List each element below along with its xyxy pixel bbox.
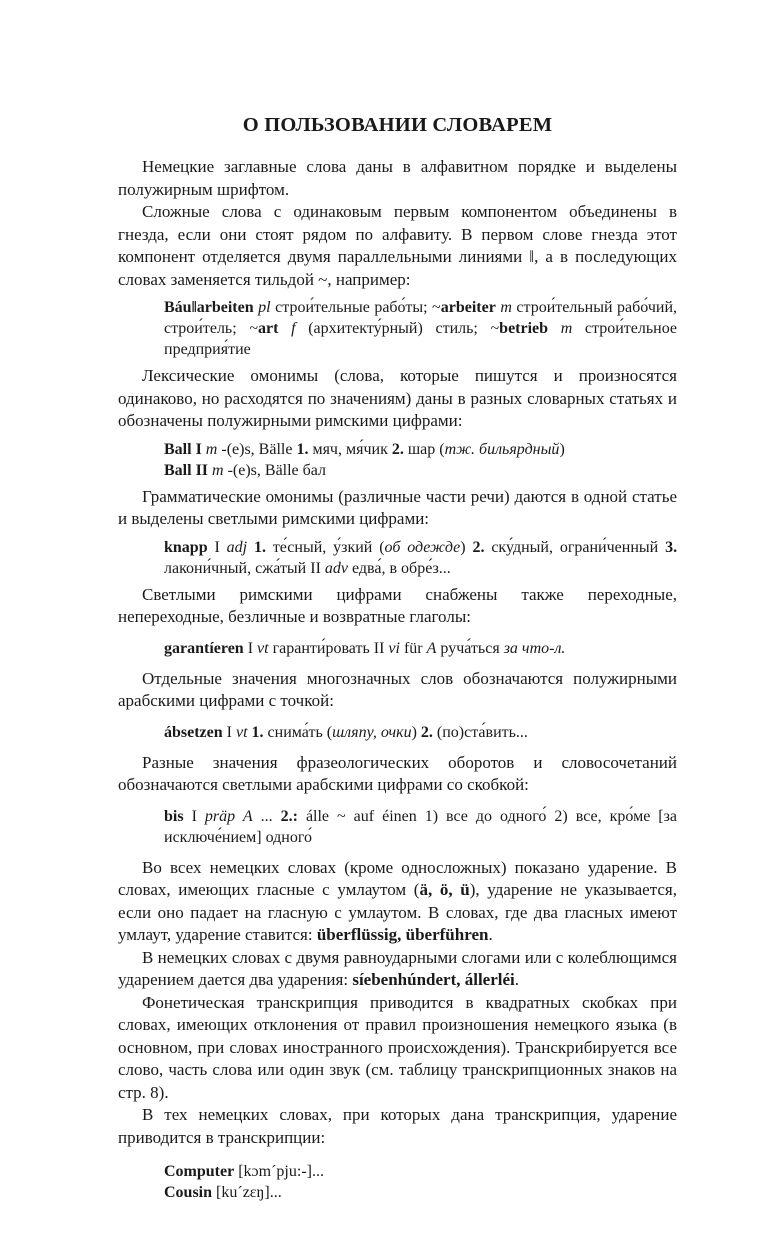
grammar-label: vt bbox=[257, 639, 269, 657]
paragraph-stress: Во всех немецких словах (кроме односложных) показано ударение. В словах, имеющих гласные с умлаутом (ä, ö, ü), ударение не указывается, если оно падает на гласную с умлаутом. В словах, где два гласных имеют умлаут, ударение ставится: überflüssig, überführen. bbox=[118, 857, 677, 944]
grammar-label: pl bbox=[258, 299, 271, 316]
paragraph-double-stress: В немецких словах с двумя равноударными слогами или с колеблющимся ударением дается два ударения: síebenhúndert, állerléi. bbox=[118, 947, 677, 989]
example-line: Ball II m -(e)s, Bälle бал bbox=[164, 461, 327, 479]
stress-example: überflüssig, überführen bbox=[316, 925, 489, 944]
headword: Ball I bbox=[164, 440, 202, 458]
headword: Ball II bbox=[164, 461, 209, 479]
example-lexical-homonyms bbox=[164, 439, 677, 481]
grammar-label: m bbox=[205, 440, 218, 458]
sense-number: 2. bbox=[472, 538, 485, 556]
example-compounds bbox=[164, 297, 677, 360]
transcription: [ku´zɛŋ]... bbox=[216, 1184, 282, 1201]
usage-note: шляпу, очки bbox=[332, 723, 412, 741]
sense-number: 2. bbox=[391, 440, 404, 458]
paragraph-compounds: Сложные слова с одинаковым первым компонентом объединены в гнезда, если они стоят рядом по алфавиту. В первом слове гнезда этот компонент отделяется двумя параллельными линиями ‖, а в последующих словах заменяется тильдой ~, например: bbox=[118, 202, 677, 289]
sense-number: 2.: bbox=[280, 807, 298, 825]
grammar-label: m bbox=[212, 461, 224, 479]
headword: arbeiter bbox=[440, 299, 496, 316]
grammar-label: adv bbox=[324, 559, 349, 577]
headword: garantíeren bbox=[164, 639, 244, 657]
paragraph-verbs: Светлыми римскими цифрами снабжены также переходные, непереходные, безличные и возвратные глаголы: bbox=[118, 584, 677, 626]
stress-example: síebenhúndert, állerléi bbox=[352, 970, 515, 989]
translation: строи́тельное предприя́тие bbox=[164, 320, 678, 358]
usage-note: тж. бильярдный bbox=[444, 440, 560, 458]
example-senses: ábsetzen I vt 1. снима́ть (шляпу, очки) 2. (по)ста́вить... bbox=[164, 723, 528, 741]
paragraph-senses: Отдельные значения многозначных слов обозначаются полужирными арабскими цифрами с точкой: bbox=[118, 668, 677, 710]
example-line: Ball I m -(e)s, Bälle 1. мяч, мя́чик 2. шар (тж. бильярдный) bbox=[164, 440, 565, 458]
example-phrases: bis I präp A ... 2.: álle ~ auf éinen 1) все до одного́ 2) все, кро́ме [за исключе́нием] одного́ bbox=[164, 807, 678, 846]
page-title: О ПОЛЬЗОВАНИИ СЛОВАРЕМ bbox=[242, 114, 553, 136]
paragraph-transcription: Фонетическая транскрипция приводится в квадратных скобках при словах, имеющих отклонения от правил произношения немецкого языка (в основном, при словах иностранного происхождения). Транскрибируется все слово, часть слова или один звук (см. таблицу транскрипционных знаков на стр. 8). bbox=[118, 992, 677, 1102]
paragraph-lexical-homonyms: Лексические омонимы (слова, которые пишутся и произносятся одинаково, но расходятся по значениям) даны в разных словарных статьях и обозначены полужирными римскими цифрами: bbox=[118, 366, 677, 430]
usage-note: за что-л. bbox=[503, 639, 566, 657]
grammar-label: präp A bbox=[204, 807, 253, 825]
headword: ábsetzen bbox=[164, 723, 223, 741]
headword: betrieb bbox=[499, 320, 549, 337]
grammar-label: A bbox=[426, 639, 437, 657]
grammar-label: m bbox=[560, 320, 573, 337]
grammar-label: vi bbox=[388, 639, 400, 657]
paragraph-transcription-stress: В тех немецких словах, при которых дана транскрипция, ударение приводится в транскрипции: bbox=[118, 1105, 677, 1147]
headword: art bbox=[257, 320, 279, 337]
usage-note: об одежде bbox=[384, 538, 461, 556]
example-verbs: garantíeren I vt гаранти́ровать II vi für A руча́ться за что-л. bbox=[164, 639, 566, 657]
grammar-label: m bbox=[500, 299, 512, 316]
headword: bis bbox=[164, 807, 184, 825]
umlaut-letters: ä, ö, ü bbox=[419, 880, 470, 899]
grammar-label: f bbox=[291, 320, 296, 337]
transcription: [kɔm´pju:-]... bbox=[238, 1163, 324, 1180]
sense-number: 2. bbox=[420, 723, 433, 741]
grammar-label: adj bbox=[226, 538, 248, 556]
paragraph-grammatical-homonyms: Грамматические омонимы (различные части речи) даются в одной статье и выделены светлыми римскими цифрами: bbox=[118, 486, 677, 528]
headword: Cousin bbox=[164, 1184, 213, 1201]
translation: (архитекту́рный) стиль; ~ bbox=[308, 320, 500, 337]
example-grammatical-homonyms: knapp I adj 1. те́сный, у́зкий (об одежде) 2. ску́дный, ограни́ченный 3. лакони́чный, сжа́тый II adv едва́, в обре́з... bbox=[164, 538, 678, 577]
paragraph-headwords: Немецкие заглавные слова даны в алфавитном порядке и выделены полужирным шрифтом. bbox=[118, 157, 677, 199]
sense-number: 3. bbox=[665, 538, 678, 556]
translation: строи́тельный рабо́чий, строи́тель; ~ bbox=[164, 299, 678, 337]
headword: Computer bbox=[164, 1163, 235, 1180]
sense-number: 1. bbox=[296, 440, 309, 458]
example-line bbox=[164, 1161, 677, 1182]
grammar-label: vt bbox=[235, 723, 248, 741]
example-transcription bbox=[164, 1161, 677, 1203]
example-line bbox=[164, 1182, 677, 1203]
headword: knapp bbox=[164, 538, 208, 556]
headword: Báu‖arbeiten bbox=[164, 299, 254, 316]
sense-number: 1. bbox=[251, 723, 264, 741]
translation: строи́тельные рабо́ты; ~ bbox=[275, 299, 441, 316]
sense-number: 1. bbox=[253, 538, 266, 556]
paragraph-phrases: Разные значения фразеологических оборотов и словосочетаний обозначаются светлыми арабскими цифрами со скобкой: bbox=[118, 752, 677, 794]
